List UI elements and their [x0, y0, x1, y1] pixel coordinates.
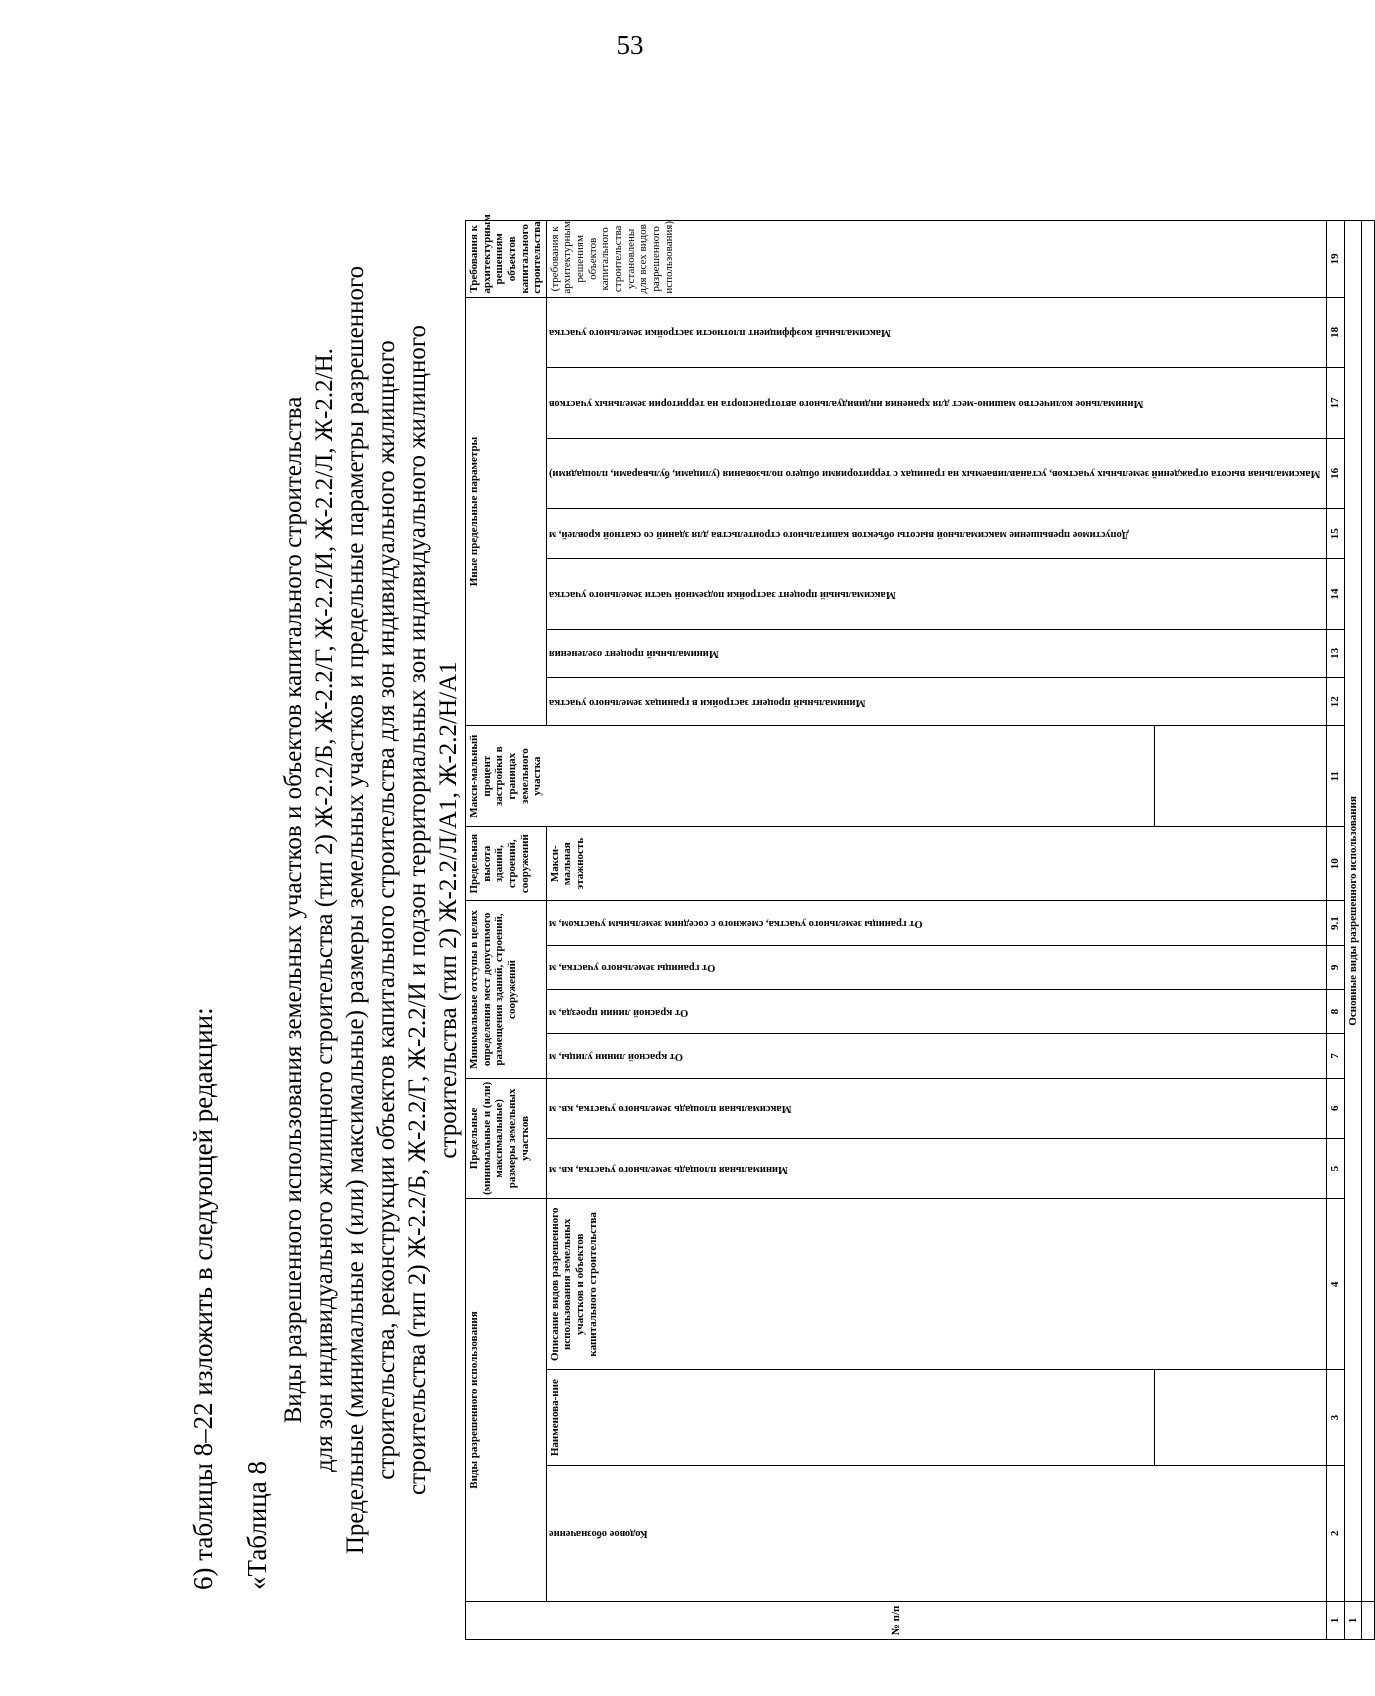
group-other-header: Иные предельные параметры: [466, 297, 547, 726]
adjacent-border-label: От границы земельного участка, смежного с соседним земельным участком, м: [548, 918, 923, 930]
max-underground-label: Максимальный процент застройки подземной части земельного участка: [548, 589, 896, 601]
max-floors-header: Макси-мальная этажность: [546, 826, 1326, 900]
code-label: Кодовое обозначение: [548, 1528, 648, 1540]
density-label: Максимальный коэффициент плотности застройки земельного участка: [548, 327, 891, 339]
height-excess-header: [546, 509, 1326, 559]
col-num: 7: [1326, 1034, 1344, 1078]
col-num: 14: [1326, 559, 1344, 629]
name-header: Наименова-ние: [546, 1370, 1154, 1466]
empty-row: [1362, 221, 1375, 1640]
red-line-street-header: [546, 1034, 1326, 1078]
red-line-passage-label: От красной линии проезда, м: [548, 1006, 689, 1018]
col-num: 2: [1326, 1465, 1344, 1601]
section-row-number: 1: [1344, 1601, 1362, 1639]
section-title: Основные виды разрешенного использования: [1344, 221, 1362, 1602]
group-sizes-header: Предельные (минимальные и (или) максимальные) размеры земельных участков: [466, 1078, 547, 1199]
col-num: 19: [1326, 221, 1344, 298]
max-area-label: Максимальная площадь земельного участка, кв. м: [548, 1103, 792, 1115]
heading-line: для зон индивидуального жилищного строительства (тип 2) Ж-2.2/Б, Ж-2.2/Г, Ж-2.2/И, Ж-2.2/Л, Ж-2.2/Н.: [311, 348, 338, 1472]
arch-sub-header: (требования к архитектурным решениям объектов капитального строительства установлены для всех видов разрешенного использования): [546, 221, 1326, 298]
col-num: 15: [1326, 509, 1344, 559]
col-num: 10: [1326, 826, 1344, 900]
column-number-row: [1326, 221, 1344, 1640]
page-number: 53: [616, 30, 644, 60]
col-num: 16: [1326, 438, 1344, 508]
percent-header-empty: [1154, 726, 1326, 827]
adjacent-border-header: [546, 901, 1326, 945]
fence-height-header: [546, 438, 1326, 508]
group-setbacks-header: Минимальные отступы в целях определения мест допустимого размещения зданий, строений, сооружений: [466, 901, 547, 1078]
heading-line: строительства (тип 2) Ж-2.2/Л/А1, Ж-2.2/Н/А1: [435, 661, 462, 1159]
col-num: 13: [1326, 629, 1344, 677]
heading-line: Предельные (минимальные и (или) максимальные) размеры земельных участков и предельные параметры разрешенного: [342, 265, 369, 1555]
max-underground-header: [546, 559, 1326, 629]
density-header: [546, 297, 1326, 368]
col-num: 4: [1326, 1199, 1344, 1370]
name-header-empty: [1154, 1370, 1326, 1466]
parking-label: Минимальное количество машино-мест для хранения индивидуального автотранспорта на территории земельных участков: [548, 397, 1144, 409]
heading-line: Виды разрешенного использования земельных участков и объектов капитального строительства: [280, 396, 307, 1424]
rotated-content: [160, 160, 1359, 1660]
col-num: 12: [1326, 678, 1344, 726]
description-header: Описание видов разрешенного использования земельных участков и объектов капитального строительства: [546, 1199, 1326, 1370]
parking-header: [546, 368, 1326, 438]
header-row-2: [546, 221, 1154, 1640]
red-line-passage-header: [546, 989, 1326, 1033]
height-excess-label: Допустимое превышение максимальной высоты объектов капитального строительства для зданий со скатной кровлей, м: [548, 528, 1129, 540]
col-num: 9.1: [1326, 901, 1344, 945]
section-row: [1344, 221, 1362, 1640]
empty-cell: [1362, 221, 1375, 1602]
fence-height-label: Максимальная высота ограждений земельных участков, устанавливаемых на границах с территориями общего пользования (улицами, бульварами, площадями): [548, 468, 1321, 480]
col-num: 8: [1326, 989, 1344, 1033]
zoning-table: [465, 214, 1375, 1640]
col-num: 1: [1326, 1601, 1344, 1639]
col-num: 11: [1326, 726, 1344, 827]
min-green-label: Минимальный процент озеленения: [548, 648, 719, 660]
intro-text: 6) таблицы 8–22 изложить в следующей редакции:: [188, 1007, 218, 1590]
table-heading: [278, 160, 464, 1660]
heading-line: строительства (тип 2) Ж-2.2/Б, Ж-2.2/Г, Ж-2.2/И и подзон территориальных зон индивидуального жилищного: [404, 325, 431, 1496]
col-num: 6: [1326, 1078, 1344, 1138]
min-percent-label: Минимальный процент застройки в границах земельного участка: [548, 696, 866, 708]
group-vri-header: Виды разрешенного использования: [466, 1199, 547, 1602]
col-num: 5: [1326, 1138, 1344, 1198]
col-num: 17: [1326, 368, 1344, 438]
min-green-header: [546, 629, 1326, 677]
red-line-street-label: От красной линии улицы, м: [548, 1050, 683, 1062]
table-label: «Таблица 8: [242, 1461, 272, 1590]
plot-border-label: От границы земельного участка, м: [548, 962, 716, 974]
group-height-header: Предельная высота зданий, строений, сооружений: [466, 826, 547, 900]
min-area-label: Минимальная площадь земельного участка, кв. м: [548, 1163, 788, 1175]
empty-cell: [1362, 1601, 1375, 1639]
header-row-1: [466, 221, 547, 1640]
table-wrapper: [465, 150, 1375, 1640]
min-area-header: [546, 1138, 1326, 1198]
min-percent-header: [546, 678, 1326, 726]
group-arch-header: Требования к архитектурным решениям объектов капитального строительства: [466, 221, 547, 298]
group-percent-header: Макси-мальный процент застройки в границах земельного участка: [466, 726, 1155, 827]
col-num: 9: [1326, 945, 1344, 989]
plot-border-header: [546, 945, 1326, 989]
max-area-header: [546, 1078, 1326, 1138]
code-header: [546, 1465, 1326, 1601]
col-num: 18: [1326, 297, 1344, 368]
col-no-header: № п/п: [466, 1601, 1327, 1639]
heading-line: строительства, реконструкции объектов капитального строительства для зон индивидуального жилищного: [373, 340, 400, 1480]
col-num: 3: [1326, 1370, 1344, 1466]
